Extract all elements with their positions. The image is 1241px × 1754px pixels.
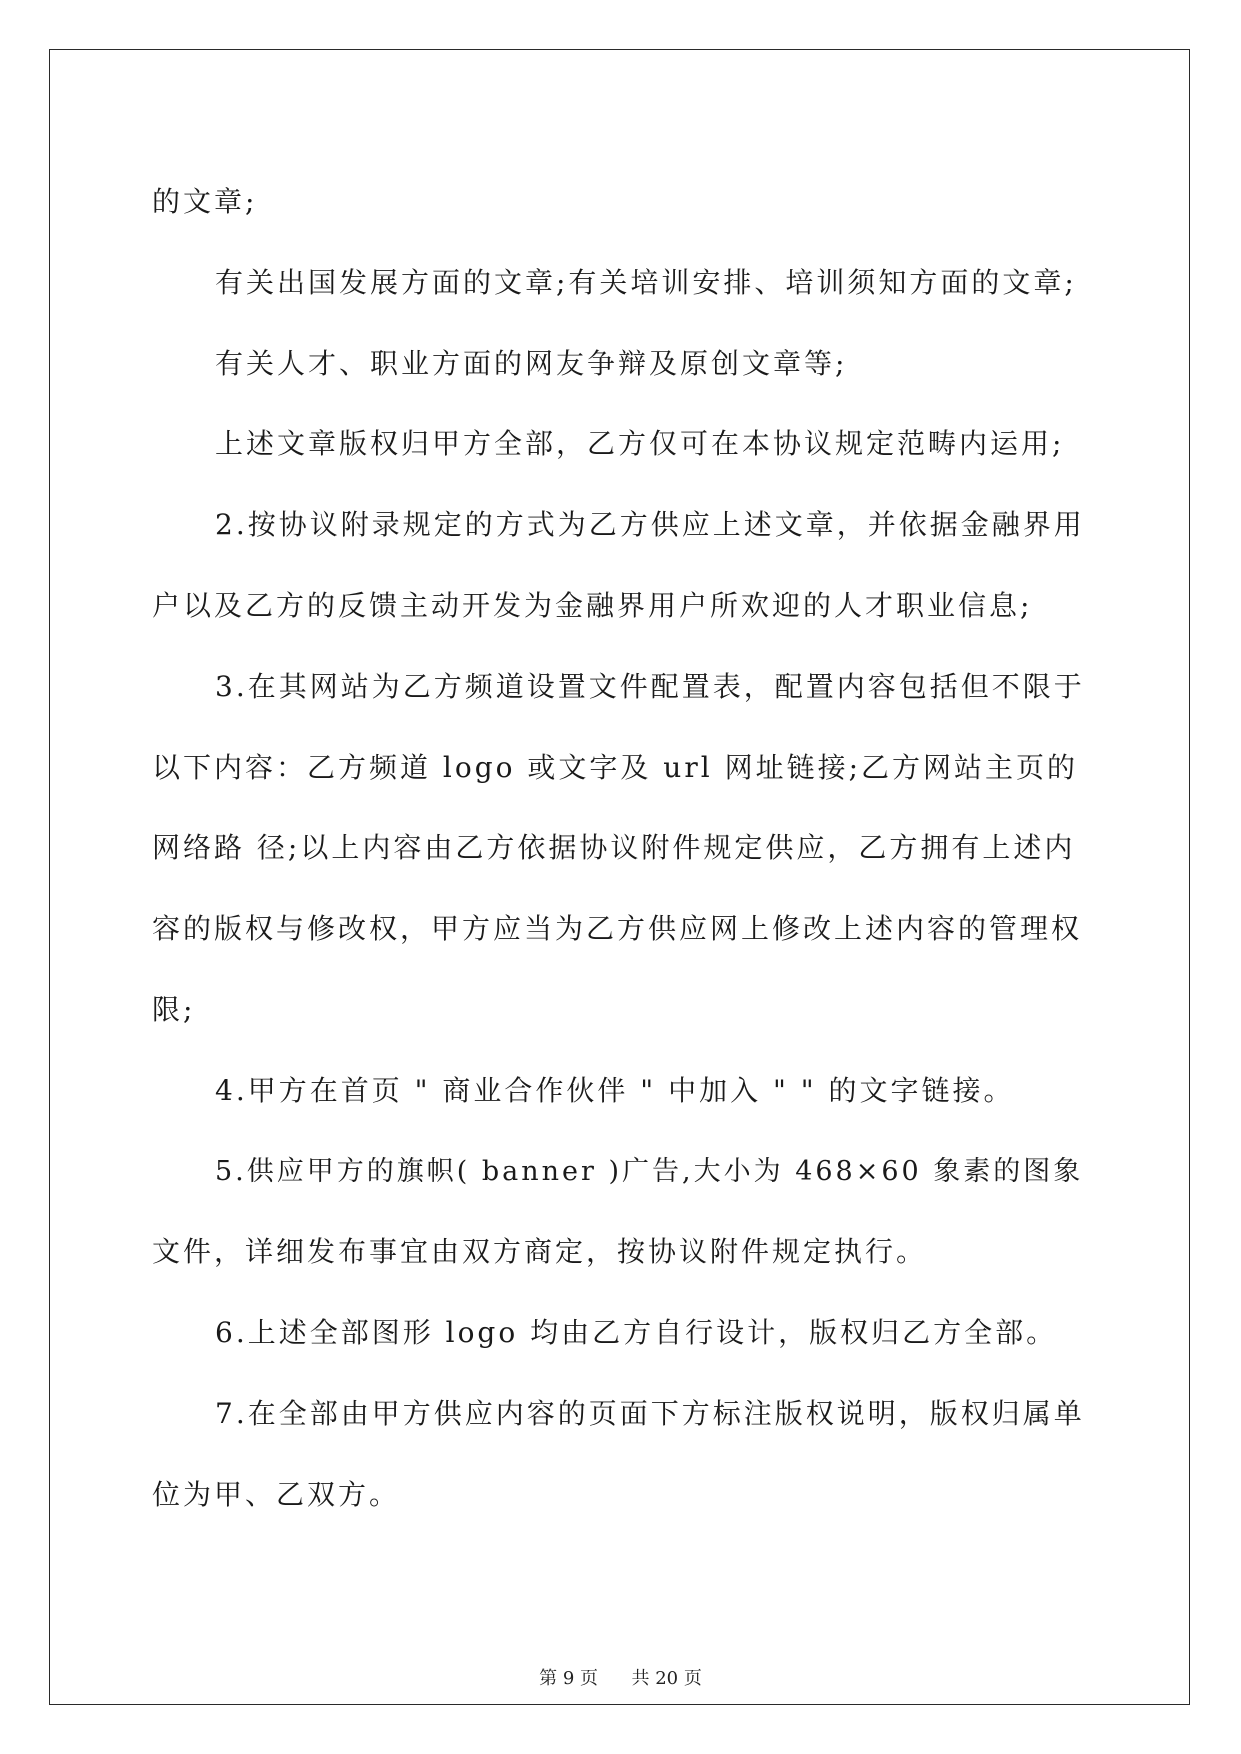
text-line: 3.在其网站为乙方频道设置文件配置表，配置内容包括但不限于: [215, 669, 1085, 703]
text-line: 位为甲、乙双方。: [152, 1477, 401, 1511]
text-line: 4.甲方在首页 " 商业合作伙伴 " 中加入 " " 的文字链接。: [215, 1073, 1015, 1107]
text-line: 限;: [152, 992, 196, 1026]
text-line: 户以及乙方的反馈主动开发为金融界用户所欢迎的人才职业信息;: [152, 588, 1033, 622]
text-line: 上述文章版权归甲方全部，乙方仅可在本协议规定范畴内运用;: [215, 427, 1065, 461]
text-line: 容的版权与修改权，甲方应当为乙方供应网上修改上述内容的管理权: [152, 912, 1083, 946]
text-line: 有关出国发展方面的文章;有关培训安排、培训须知方面的文章;: [215, 265, 1077, 299]
text-line: 6.上述全部图形 logo 均由乙方自行设计，版权归乙方全部。: [215, 1316, 1058, 1350]
page-number: 第 9 页: [539, 1668, 599, 1689]
page-total: 共 20 页: [631, 1668, 702, 1689]
text-line: 有关人才、职业方面的网友争辩及原创文章等;: [215, 346, 848, 380]
text-line: 7.在全部由甲方供应内容的页面下方标注版权说明，版权归属单: [215, 1396, 1085, 1430]
text-line: 文件，详细发布事宜由双方商定，按协议附件规定执行。: [152, 1235, 928, 1269]
text-line: 5.供应甲方的旗帜( banner )广告,大小为 468×60 象素的图象: [215, 1155, 1084, 1187]
page-footer: [0, 1664, 1241, 1690]
text-line: 以下内容：乙方频道 logo 或文字及 url 网址链接;乙方网站主页的: [152, 750, 1079, 784]
text-line: 2.按协议附录规定的方式为乙方供应上述文章，并依据金融界用: [215, 508, 1085, 542]
text-line: 的文章;: [152, 185, 258, 218]
text-line: 网络路 径;以上内容由乙方依据协议附件规定供应，乙方拥有上述内: [152, 831, 1076, 865]
document-body: [152, 162, 1090, 1536]
